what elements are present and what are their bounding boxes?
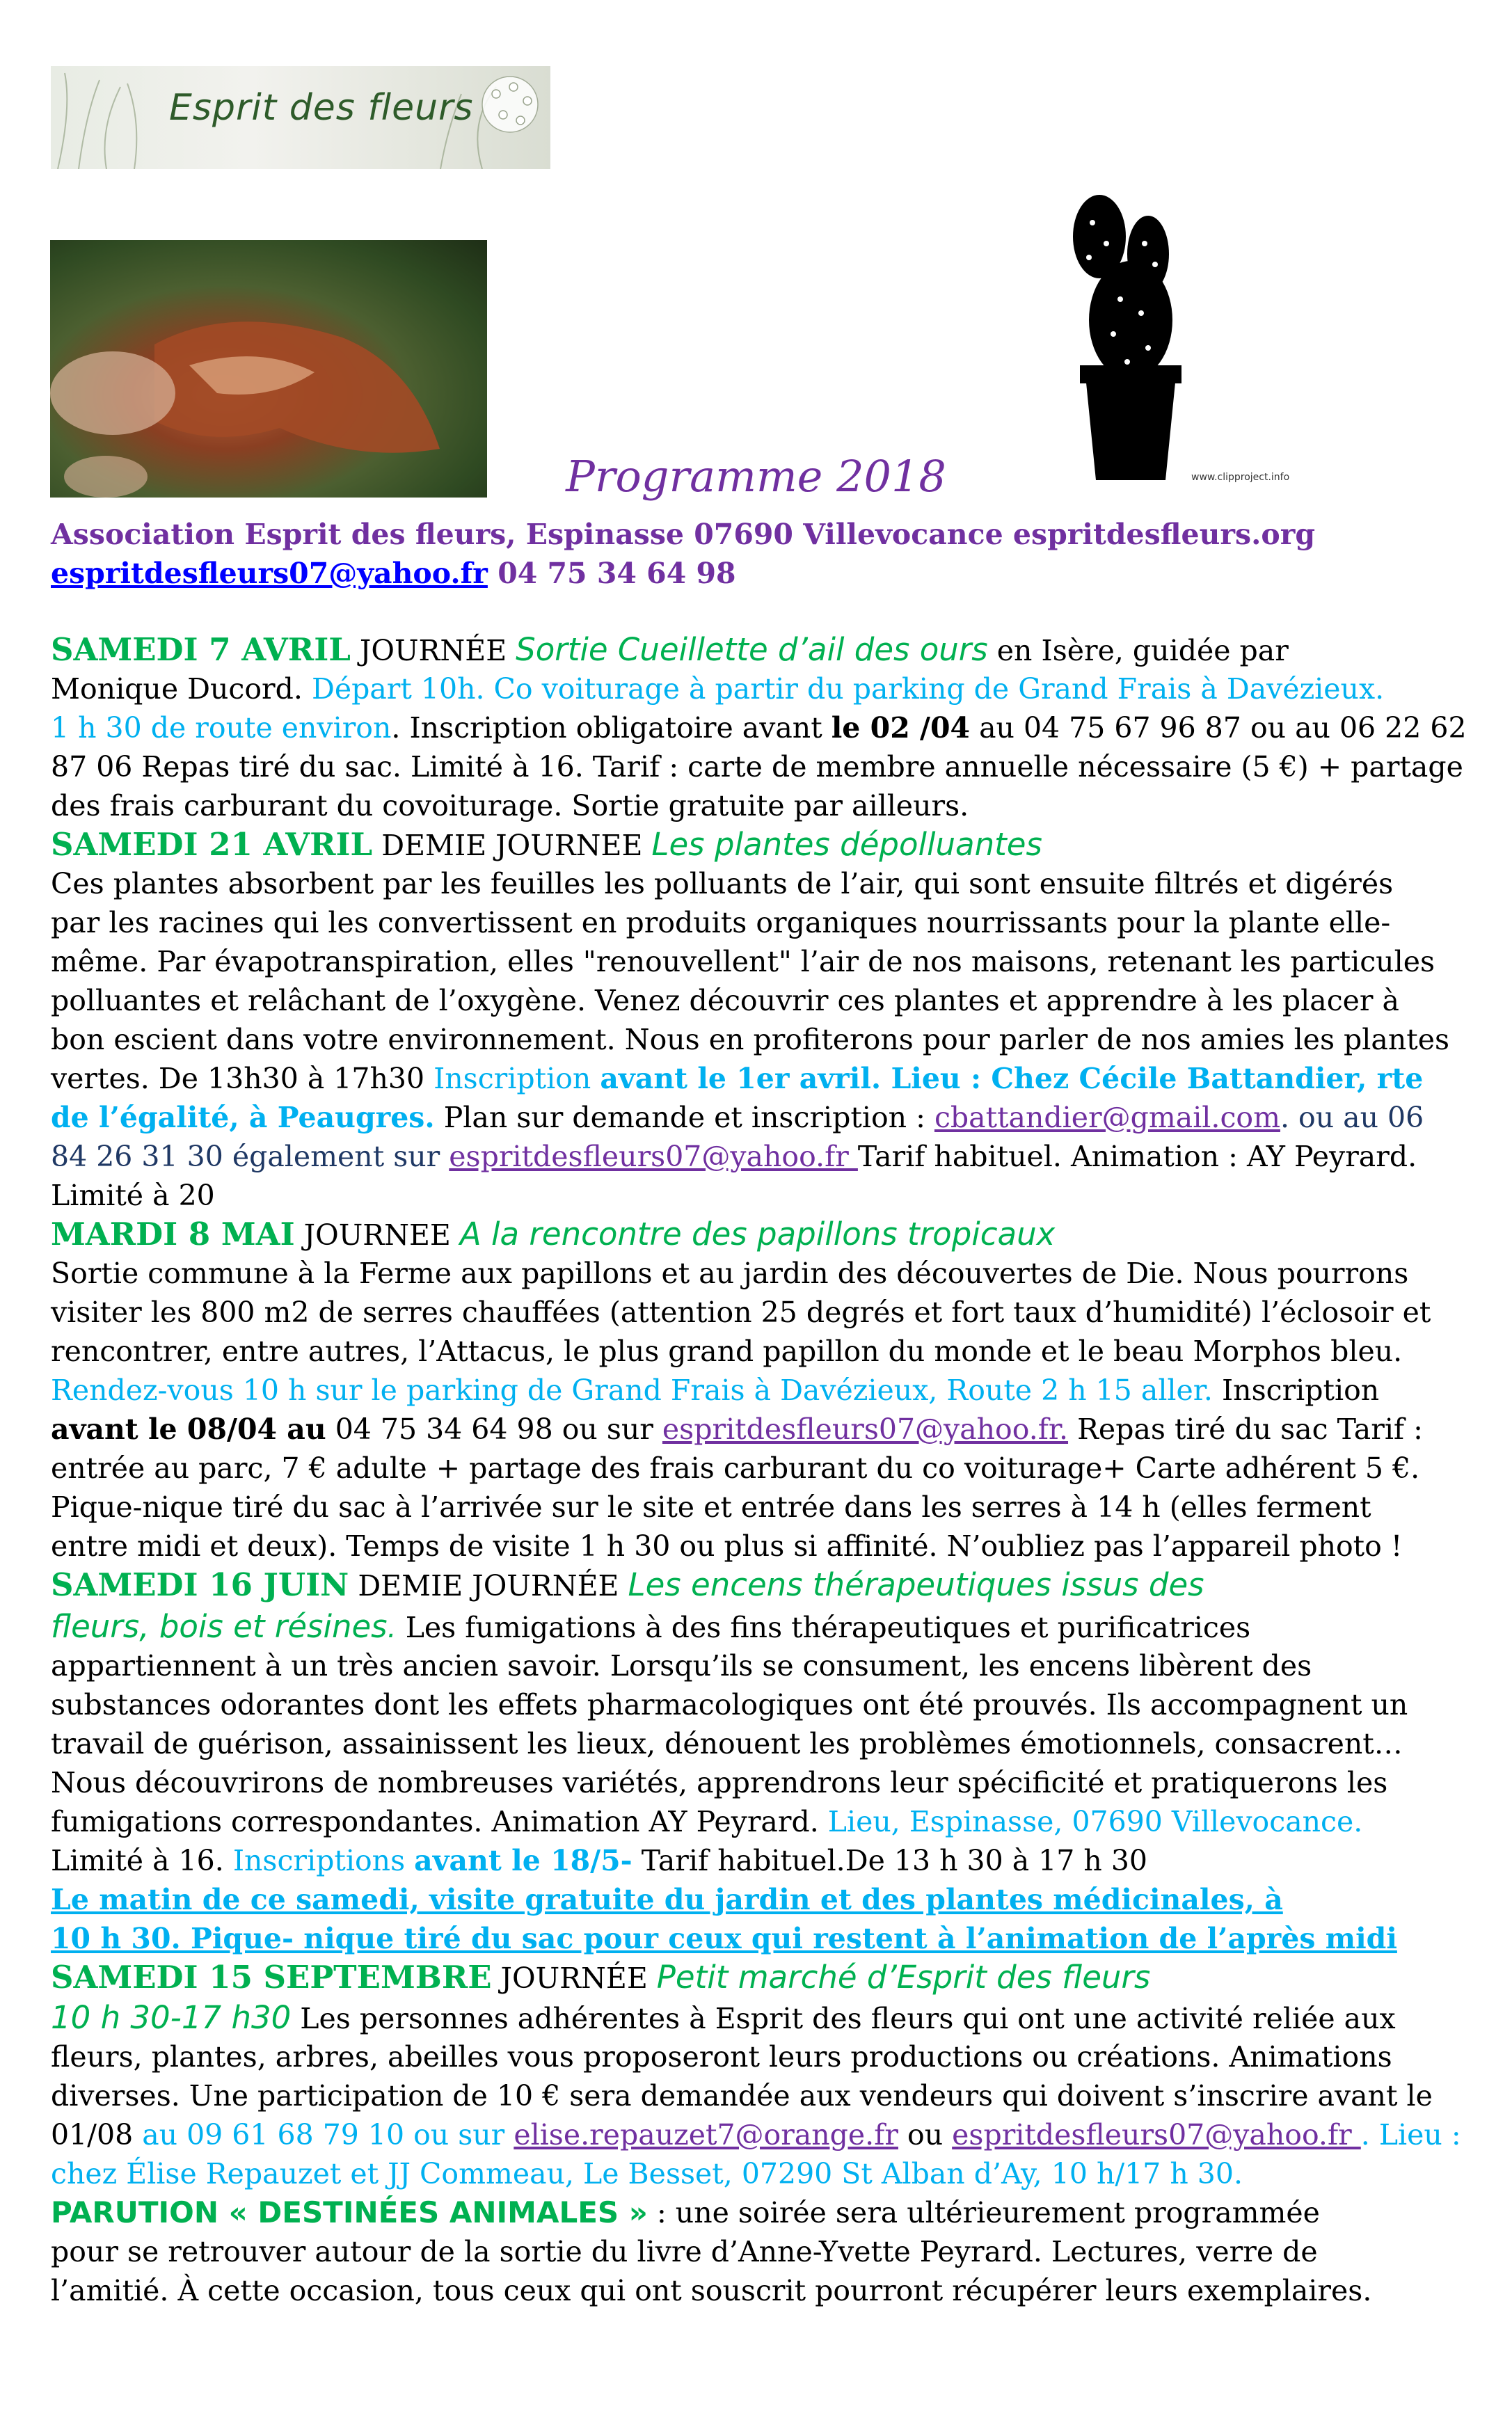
event6-text: : une soirée sera ultérieurement programmée [647,2196,1320,2229]
association-line: Association Esprit des fleurs, Espinasse 07690 Villevocance espritdesfleurs.org [51,518,1315,551]
event5-date: SAMEDI 15 SEPTEMBRE [51,1959,492,1996]
event3-line1: Sortie commune à la Ferme aux papillons et au jardin des découvertes de Die. Nous pourrons [51,1257,1409,1290]
event1-deadline: le 02 /04 [831,711,971,745]
event3-text: Repas tiré du sac Tarif : [1068,1413,1423,1446]
event4-line9: 10 h 30. Pique- nique tiré du sac pour ceux qui restent à l’animation de l’après midi [51,1922,1397,1955]
event5-text: ou [898,2118,953,2151]
event2-text: Inscription [433,1062,600,1095]
event5-title: Petit marché d’Esprit des fleurs [656,1959,1151,1996]
event3-title: A la rencontre des papillons tropicaux [459,1216,1056,1252]
event4-line8: Le matin de ce samedi, visite gratuite du jardin et des plantes médicinales, à [51,1883,1283,1916]
event3-date: MARDI 8 MAI [51,1216,295,1252]
event3-kind: JOURNEE [294,1218,460,1252]
event2-line1: Ces plantes absorbent par les feuilles les polluants de l’air, qui sont ensuite filtrés et digérés [51,867,1394,900]
event4-text: Limité à 16. [51,1844,233,1877]
event1-line5: des frais carburant du covoiturage. Sortie gratuite par ailleurs. [51,789,969,822]
event3-line6: entrée au parc, 7 € adulte + partage des frais carburant du co voiturage+ Carte adhérent 5 €. [51,1451,1420,1485]
event5-text: . Lieu : [1360,2118,1461,2151]
event3-line4 [51,1371,1379,1410]
event1-heading [51,630,1289,670]
event4-text: Inscriptions [232,1844,415,1877]
event4-text: fumigations correspondantes. Animation AY Peyrard. [51,1805,828,1838]
event4-line1 [51,1607,1250,1647]
event2-text: avant le 1er avril. Lieu : Chez Cécile Battandier, rte [600,1062,1424,1095]
event2-kind: DEMIE JOURNEE [372,829,652,862]
event2-line4: polluantes et relâchant de l’oxygène. Venez découvrir ces plantes et apprendre à les placer à [51,984,1399,1017]
event3-line7: Pique-nique tiré du sac à l’arrivée sur le site et entrée dans les serres à 14 h (elles ferment [51,1490,1371,1524]
event3-email-link[interactable]: espritdesfleurs07@yahoo.fr. [662,1413,1069,1446]
event1-date: SAMEDI 7 AVRIL [51,631,351,668]
event3-text: Inscription [1212,1374,1380,1407]
event4-line3: substances odorantes dont les effets pharmacologiques ont été prouvés. Ils accompagnent un [51,1688,1408,1721]
event5-email-link[interactable]: elise.repauzet7@orange.fr [514,2118,898,2151]
event2-line8 [51,1137,1417,1176]
event3-heading [51,1215,1055,1255]
event3-line2: visiter les 800 m2 de serres chauffées (attention 25 degrés et fort taux d’humidité) l’éclosoir et [51,1296,1431,1329]
event5-heading [51,1958,1150,1998]
event2-line5: bon escient dans votre environnement. Nous en profiterons pour parler de nos amies les plantes [51,1023,1450,1056]
event2-text: de l’égalité, à Peaugres. [51,1101,435,1134]
event2-email-link[interactable]: cbattandier@gmail.com [934,1101,1280,1134]
event4-kind: DEMIE JOURNÉE [349,1569,628,1602]
association-contact [51,554,736,593]
event5-text: Les personnes adhérentes à Esprit des fleurs qui ont une activité reliée aux [291,2002,1396,2035]
logo-text: Esprit des fleurs [169,87,474,129]
event2-text: . ou au 06 [1280,1101,1424,1134]
event1-text: 1 h 30 de route environ [51,711,392,745]
event2-text: vertes. De 13h30 à 17h30 [51,1062,434,1095]
event4-heading [51,1566,1204,1605]
event4-line6 [51,1802,1362,1841]
event6-title: PARUTION « DESTINÉES ANIMALES » [51,2195,648,2229]
event3-deadline: avant le 08/04 au [51,1413,326,1446]
event1-text: au 04 75 67 96 87 ou au 06 22 62 [970,711,1467,745]
event4-line5: Nous découvrirons de nombreuses variétés, apprendrons leur spécificité et pratiquerons les [51,1766,1388,1799]
event2-text: 84 26 31 30 également sur [51,1140,449,1173]
event4-title: Les encens thérapeutiques issus des [628,1566,1204,1603]
event3-line8: entre midi et deux). Temps de visite 1 h 30 ou plus si affinité. N’oubliez pas l’appareil photo ! [51,1529,1403,1563]
event6-line2: pour se retrouver autour de la sortie du livre d’Anne-Yvette Peyrard. Lectures, verre de [51,2235,1318,2268]
event5-line3: diverses. Une participation de 10 € sera demandée aux vendeurs qui doivent s’inscrire avant le [51,2079,1433,2113]
event1-text: . Inscription obligatoire avant [391,711,831,745]
event4-line4: travail de guérison, assainissent les lieux, dénouent les problèmes émotionnels, consacrent… [51,1727,1403,1760]
event2-line6 [51,1059,1423,1098]
event2-email-link[interactable]: espritdesfleurs07@yahoo.fr [449,1140,858,1173]
event1-line3 [51,708,1467,747]
event5-time: 10 h 30-17 h30 [51,1999,292,2036]
event4-text: avant le 18/5- [414,1844,632,1877]
event5-line5: chez Élise Repauzet et JJ Commeau, Le Besset, 07290 St Alban d’Ay, 10 h/17 h 30. [51,2157,1243,2190]
logo-banner [51,66,550,169]
event1-text: Départ 10h. Co voiturage à partir du parking de Grand Frais à Davézieux. [311,672,1385,706]
event2-line3: même. Par évapotranspiration, elles "renouvellent" l’air de nos maisons, retenant les particules [51,945,1435,978]
page-title: Programme 2018 [566,451,946,502]
cactus-illustration [1065,195,1190,480]
event5-line1 [51,1998,1396,2038]
event4-line7 [51,1841,1147,1880]
event2-line2: par les racines qui les convertissent en produits organiques nourrissants pour la plante elle- [51,906,1391,939]
event4-text: Tarif habituel.De 13 h 30 à 17 h 30 [632,1844,1148,1877]
event1-line4: 87 06 Repas tiré du sac. Limité à 16. Tarif : carte de membre annuelle nécessaire (5 €) + partage [51,750,1463,784]
event5-line2: fleurs, plantes, arbres, abeilles vous proposeront leurs productions ou créations. Animations [51,2040,1392,2074]
event4-text: Les fumigations à des fins thérapeutiques et purificatrices [396,1611,1251,1644]
event1-line2 [51,669,1384,708]
event1-title: Sortie Cueillette d’ail des ours [516,631,988,668]
event6-line3: l’amitié. À cette occasion, tous ceux qui ont souscrit pourront récupérer leurs exemplaires. [51,2274,1372,2307]
event2-text: Plan sur demande et inscription : [434,1101,934,1134]
event1-text: en Isère, guidée par [987,634,1289,667]
event2-line9: Limité à 20 [51,1179,215,1212]
event3-line3: rencontrer, entre autres, l’Attacus, le plus grand papillon du monde et le beau Morphos bleu. [51,1335,1403,1368]
event5-kind: JOURNÉE [491,1962,657,1995]
event4-text: Lieu, Espinasse, 07690 Villevocance. [827,1805,1363,1838]
event1-text: Monique Ducord. [51,672,312,706]
event3-text: Rendez-vous 10 h sur le parking de Grand Frais à Davézieux, Route 2 h 15 aller. [51,1374,1213,1407]
event4-date: SAMEDI 16 JUIN [51,1566,349,1603]
event2-date: SAMEDI 21 AVRIL [51,826,373,863]
event4-title: fleurs, bois et résines [51,1608,388,1645]
event5-email-link[interactable]: espritdesfleurs07@yahoo.fr [952,2118,1361,2151]
association-phone: 04 75 34 64 98 [487,557,736,590]
event2-line7 [51,1098,1424,1137]
event5-line4 [51,2115,1461,2154]
event4-text: . [387,1611,397,1644]
event3-line5 [51,1410,1423,1449]
event2-text: Tarif habituel. Animation : AY Peyrard. [857,1140,1417,1173]
event1-kind: JOURNÉE [350,634,516,667]
event5-text: 01/08 [51,2118,143,2151]
event3-text: 04 75 34 64 98 ou sur [326,1413,662,1446]
event4-line2: appartiennent à un très ancien savoir. Lorsqu’ils se consument, les encens libèrent des [51,1649,1312,1683]
association-email-link[interactable]: espritdesfleurs07@yahoo.fr [51,557,488,590]
event2-heading [51,825,1042,865]
image-credit: www.clipproject.info [1191,472,1290,483]
event6-heading [51,2193,1320,2232]
event2-title: Les plantes dépolluantes [651,826,1042,863]
event5-text: au 09 61 68 79 10 ou sur [142,2118,514,2151]
